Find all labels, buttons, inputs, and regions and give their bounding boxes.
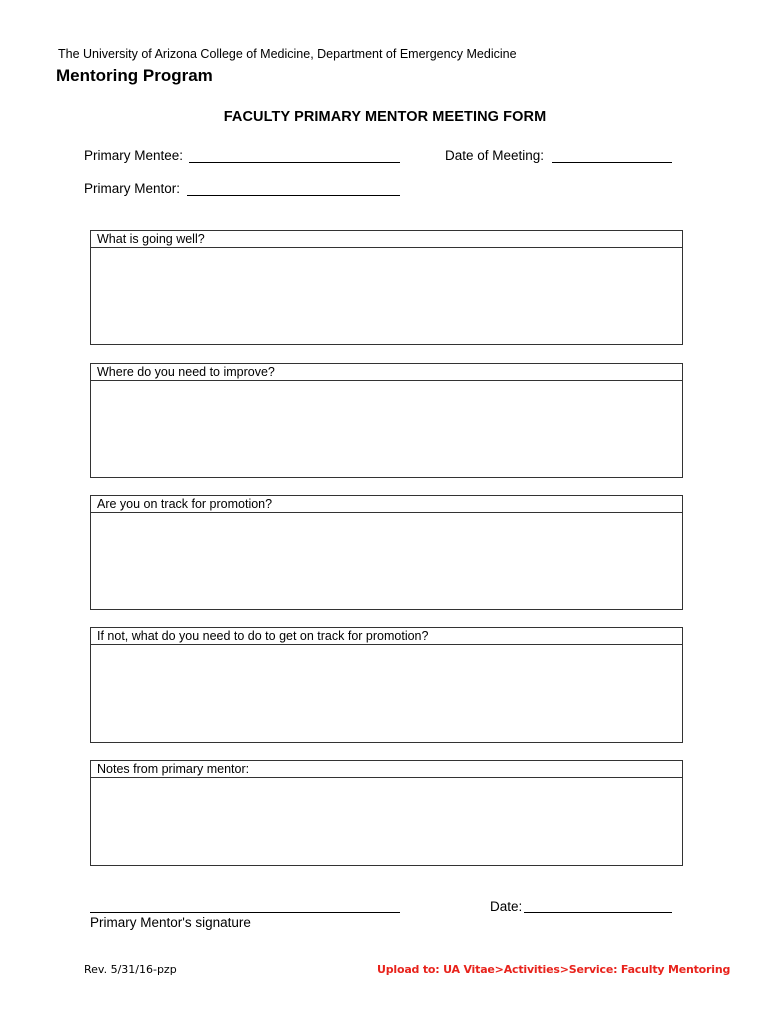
section-need-to-improve — [90, 363, 683, 478]
section-label: Notes from primary mentor: — [91, 761, 682, 778]
section-label: Where do you need to improve? — [91, 364, 682, 381]
signature-date-label: Date: — [490, 899, 523, 914]
section-promotion-plan — [90, 627, 683, 743]
signature-date-field[interactable] — [524, 912, 672, 913]
form-title: FACULTY PRIMARY MENTOR MEETING FORM — [223, 109, 547, 125]
section-label: What is going well? — [91, 231, 682, 248]
primary-mentee-field[interactable] — [189, 162, 400, 163]
program-title: Mentoring Program — [56, 66, 213, 85]
section-label: If not, what do you need to do to get on track for promotion? — [91, 628, 682, 645]
section-text-area[interactable] — [91, 513, 682, 609]
section-text-area[interactable] — [91, 248, 682, 344]
date-of-meeting-field[interactable] — [552, 162, 672, 163]
section-label: Are you on track for promotion? — [91, 496, 682, 513]
upload-instructions: Upload to: UA Vitae>Activities>Service: Faculty Mentoring — [377, 963, 731, 976]
date-of-meeting-label: Date of Meeting: — [445, 148, 545, 163]
section-mentor-notes — [90, 760, 683, 866]
revision-note: Rev. 5/31/16-pzp — [84, 963, 177, 976]
section-text-area[interactable] — [91, 381, 682, 477]
mentor-signature-line[interactable] — [90, 912, 400, 913]
primary-mentor-label: Primary Mentor: — [84, 181, 181, 196]
mentor-signature-label: Primary Mentor's signature — [90, 915, 251, 930]
section-text-area[interactable] — [91, 778, 682, 865]
section-what-is-going-well — [90, 230, 683, 345]
section-text-area[interactable] — [91, 645, 682, 742]
institution-line: The University of Arizona College of Medicine, Department of Emergency Medicine — [58, 47, 517, 61]
primary-mentee-label: Primary Mentee: — [84, 148, 184, 163]
primary-mentor-field[interactable] — [187, 195, 400, 196]
section-on-track-for-promotion — [90, 495, 683, 610]
